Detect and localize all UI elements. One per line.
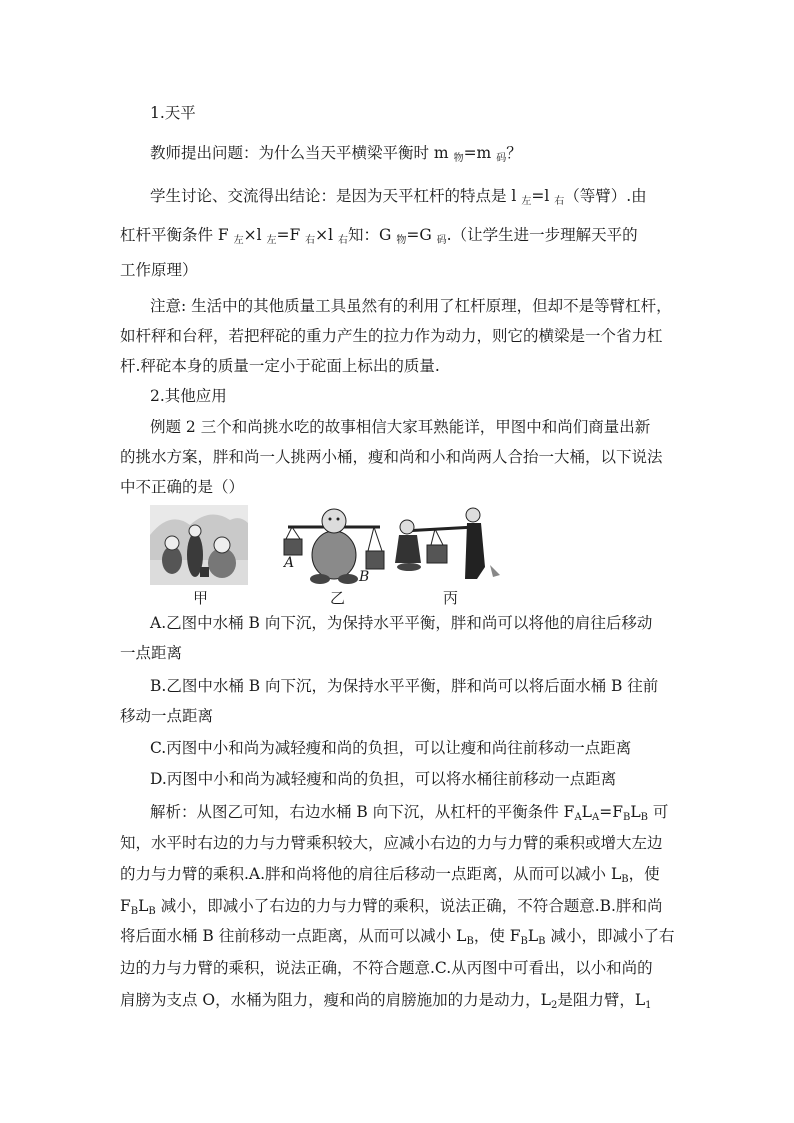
teacher-question: [150, 143, 710, 163]
subscript: B: [130, 906, 139, 917]
text-run: =l: [531, 187, 555, 205]
subscript: B: [538, 936, 546, 947]
text-run: =F: [276, 226, 306, 244]
point-a-label: A: [284, 555, 295, 571]
subscript: B: [466, 936, 474, 947]
text-run: 肩膀为支点 O，水桶为阻力，瘦和尚的肩膀施加的力是动力，L: [120, 991, 551, 1009]
subscript: 左: [233, 235, 244, 246]
note-line-2: 如杆秤和台秤，若把秤砣的重力产生的拉力作为动力，则它的横梁是一个省力杠: [120, 327, 663, 345]
subscript: 物: [453, 153, 464, 164]
subscript: 左: [521, 196, 532, 207]
text-run: 是阻力臂，L: [557, 991, 646, 1009]
option-a-line-1: A.乙图中水桶 B 向下沉，为保持水平平衡，胖和尚可以将他的肩往后移动: [150, 614, 653, 632]
text-run: （等臂）.由: [564, 187, 647, 205]
text-run: 解析：从图乙可知，右边水桶 B 向下沉，从杠杆的平衡条件 F: [150, 803, 575, 821]
note-line-3: 杆.秤砣本身的质量一定小于砣面上标出的质量.: [120, 357, 440, 375]
text-run: 的力与力臂的乘积.A.胖和尚将他的肩往后移动一点距离，从而可以减小 L: [120, 865, 622, 883]
conclusion-line-2: [120, 225, 680, 245]
text-run: ？: [506, 144, 522, 162]
analysis-line-5: [120, 926, 680, 946]
text-run: ×l: [315, 226, 339, 244]
text-run: ，使: [628, 865, 660, 883]
text-run: =m: [463, 144, 497, 162]
text-run: L: [581, 803, 592, 821]
section-title-balance: 1.天平: [150, 104, 196, 122]
example-line-3: 中不正确的是（）: [120, 478, 245, 496]
subscript: 左: [266, 235, 277, 246]
figure-yi-illustration: [280, 505, 390, 587]
subscript: B: [520, 936, 528, 947]
figure-label-jia: 甲: [193, 589, 209, 607]
subscript: 右: [305, 235, 316, 246]
subscript: B: [621, 874, 629, 885]
text-run: L: [138, 897, 149, 915]
analysis-line-2: 知，水平时右边的力与力臂乘积较大，应减小右边的力与力臂的乘积或增大左边: [120, 834, 663, 852]
point-b-label: B: [359, 569, 370, 585]
analysis-line-7: [120, 990, 680, 1010]
example-line-2: 的挑水方案，胖和尚一人挑两小桶，瘦和尚和小和尚两人合抬一大桶，以下说法: [120, 448, 663, 466]
subscript: B: [148, 906, 156, 917]
option-d: D.丙图中小和尚为减轻瘦和尚的负担，可以将水桶往前移动一点距离: [150, 770, 617, 788]
text-run: 教师提出问题：为什么当天平横梁平衡时 m: [150, 144, 454, 162]
text-run: 学生讨论、交流得出结论：是因为天平杠杆的特点是 l: [150, 187, 522, 205]
conclusion-line-1: [150, 186, 710, 206]
analysis-line-4: [120, 896, 680, 916]
section-title-other-applications: 2.其他应用: [150, 387, 227, 405]
monk-figures: [150, 505, 510, 605]
option-c: C.丙图中小和尚为减轻瘦和尚的负担，可以让瘦和尚往前移动一点距离: [150, 739, 632, 757]
text-run: ，使 F: [473, 927, 521, 945]
subscript: 右: [338, 235, 349, 246]
option-b-line-2: 移动一点距离: [120, 707, 214, 725]
subscript: A: [574, 812, 582, 823]
analysis-line-1: [150, 802, 710, 822]
text-run: 减小，即减小了右: [545, 927, 675, 945]
text-run: .（让学生进一步理解天平的: [446, 226, 638, 244]
example-line-1: 例题 2 三个和尚挑水吃的故事相信大家耳熟能详，甲图中和尚们商量出新: [150, 418, 651, 436]
subscript: 1: [645, 1000, 652, 1011]
subscript: 右: [554, 196, 565, 207]
text-run: 杠杆平衡条件 F: [120, 226, 234, 244]
subscript: 码: [436, 235, 447, 246]
text-run: ×l: [243, 226, 267, 244]
conclusion-line-3: 工作原理）: [120, 261, 198, 279]
figure-label-bing: 丙: [443, 589, 459, 607]
option-b-line-1: B.乙图中水桶 B 向下沉，为保持水平平衡，胖和尚可以将后面水桶 B 往前: [150, 677, 659, 695]
analysis-line-3: [120, 864, 680, 884]
figure-label-yi: 乙: [330, 589, 346, 607]
subscript: 码: [496, 153, 507, 164]
analysis-line-6: 边的力与力臂的乘积，说法正确，不符合题意.C.从丙图中可看出，以小和尚的: [120, 959, 653, 977]
subscript: A: [591, 812, 600, 823]
figure-jia-illustration: [150, 505, 248, 585]
subscript: B: [622, 812, 631, 823]
text-run: 减小，即减小了右边的力与力臂的乘积，说法正确，不符合题意.B.胖和尚: [155, 897, 663, 915]
subscript: 物: [396, 235, 407, 246]
text-run: F: [120, 897, 131, 915]
option-a-line-2: 一点距离: [120, 644, 183, 662]
text-run: =G: [406, 226, 437, 244]
figure-bing-illustration: [395, 505, 510, 587]
text-run: 可: [647, 803, 669, 821]
subscript: B: [640, 812, 648, 823]
text-run: L: [630, 803, 641, 821]
note-line-1: 注意: 生活中的其他质量工具虽然有的利用了杠杆原理，但却不是等臂杠杆，: [150, 297, 672, 315]
subscript: 2: [550, 1000, 558, 1011]
text-run: 知：G: [348, 226, 397, 244]
text-run: =F: [599, 803, 623, 821]
text-run: 将后面水桶 B 往前移动一点距离，从而可以减小 L: [120, 927, 467, 945]
text-run: L: [527, 927, 539, 945]
